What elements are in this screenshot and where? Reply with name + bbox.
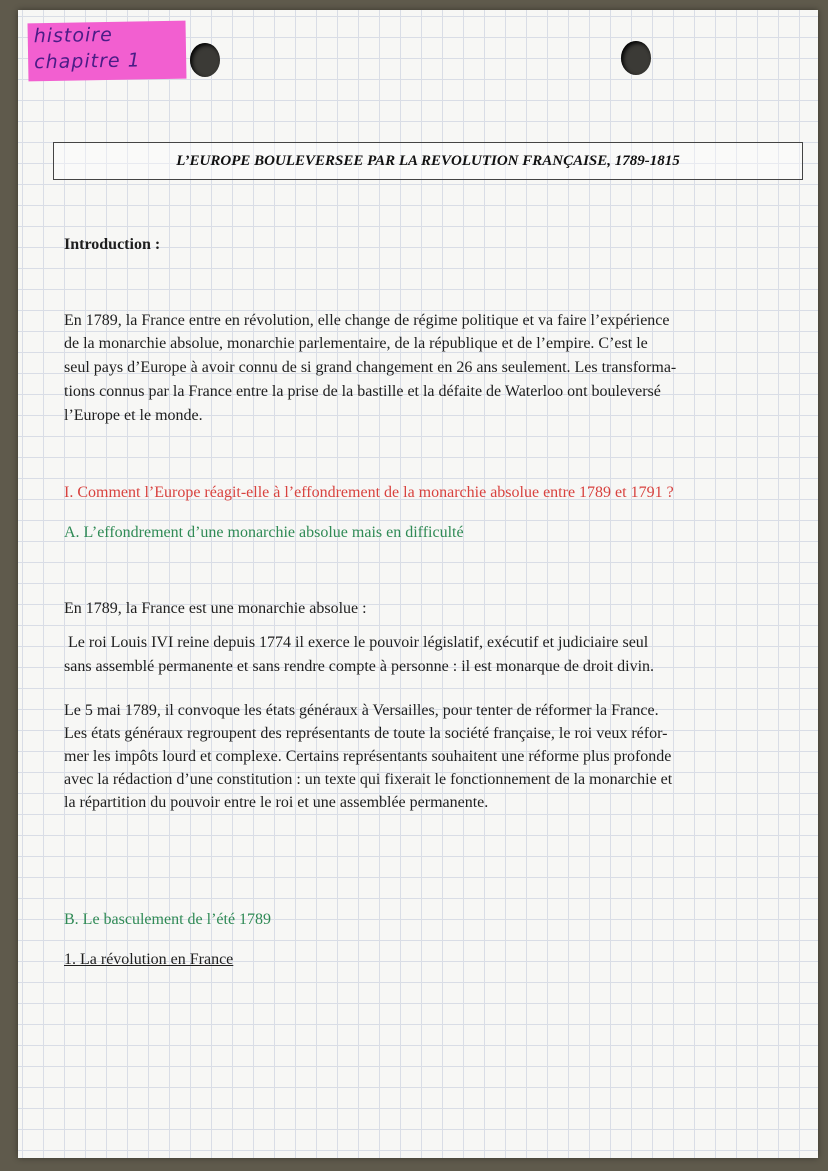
- paragraph-3-line: Le 5 mai 1789, il convoque les états généraux à Versailles, pour tenter de réformer la France.: [64, 702, 659, 719]
- intro-line: l’Europe et le monde.: [64, 407, 203, 424]
- punch-hole-left: [190, 43, 220, 77]
- paragraph-3-line: mer les impôts lourd et complexe. Certains représentants souhaitent une réforme plus profonde: [64, 748, 672, 765]
- intro-line: En 1789, la France entre en révolution, elle change de régime politique et va faire l’expérience: [64, 312, 670, 329]
- paragraph-2-line: sans assemblé permanente et sans rendre compte à personne : il est monarque de droit divin.: [64, 658, 655, 675]
- intro-line: de la monarchie absolue, monarchie parlementaire, de la république et de l’empire. C’est le: [64, 335, 648, 352]
- subsection-heading-a: A. L’effondrement d’une monarchie absolue mais en difficulté: [64, 524, 464, 541]
- intro-line: tions connus par la France entre la prise de la bastille et la défaite de Waterloo ont bouleversé: [64, 383, 661, 400]
- subsection-heading-b: B. Le basculement de l’été 1789: [64, 911, 272, 928]
- paragraph-1: En 1789, la France est une monarchie absolue :: [64, 600, 367, 617]
- paragraph-3-line: la répartition du pouvoir entre le roi et une assemblée permanente.: [64, 794, 489, 811]
- sticky-line-2: chapitre 1: [33, 49, 141, 74]
- paper-sheet: [18, 10, 818, 1158]
- page-title: L’EUROPE BOULEVERSEE PAR LA REVOLUTION FRANÇAISE, 1789-1815: [53, 142, 803, 180]
- paragraph-2-line: Le roi Louis IVI reine depuis 1774 il exerce le pouvoir législatif, exécutif et judiciaire seul: [64, 634, 649, 651]
- paragraph-3-line: avec la rédaction d’une constitution : un texte qui fixerait le fonctionnement de la monarchie et: [64, 771, 673, 788]
- intro-heading: Introduction :: [64, 236, 161, 253]
- intro-line: seul pays d’Europe à avoir connu de si grand changement en 26 ans seulement. Les transforma-: [64, 359, 677, 376]
- section-heading-1: I. Comment l’Europe réagit-elle à l’effondrement de la monarchie absolue entre 1789 et 1791 ?: [64, 484, 674, 501]
- sticky-note: [28, 21, 187, 82]
- subsection-heading-1: 1. La révolution en France: [64, 951, 234, 968]
- paragraph-3-line: Les états généraux regroupent des représentants de toute la société française, le roi veux réfor-: [64, 725, 668, 742]
- punch-hole-right: [621, 41, 651, 75]
- sticky-line-1: histoire: [33, 23, 113, 48]
